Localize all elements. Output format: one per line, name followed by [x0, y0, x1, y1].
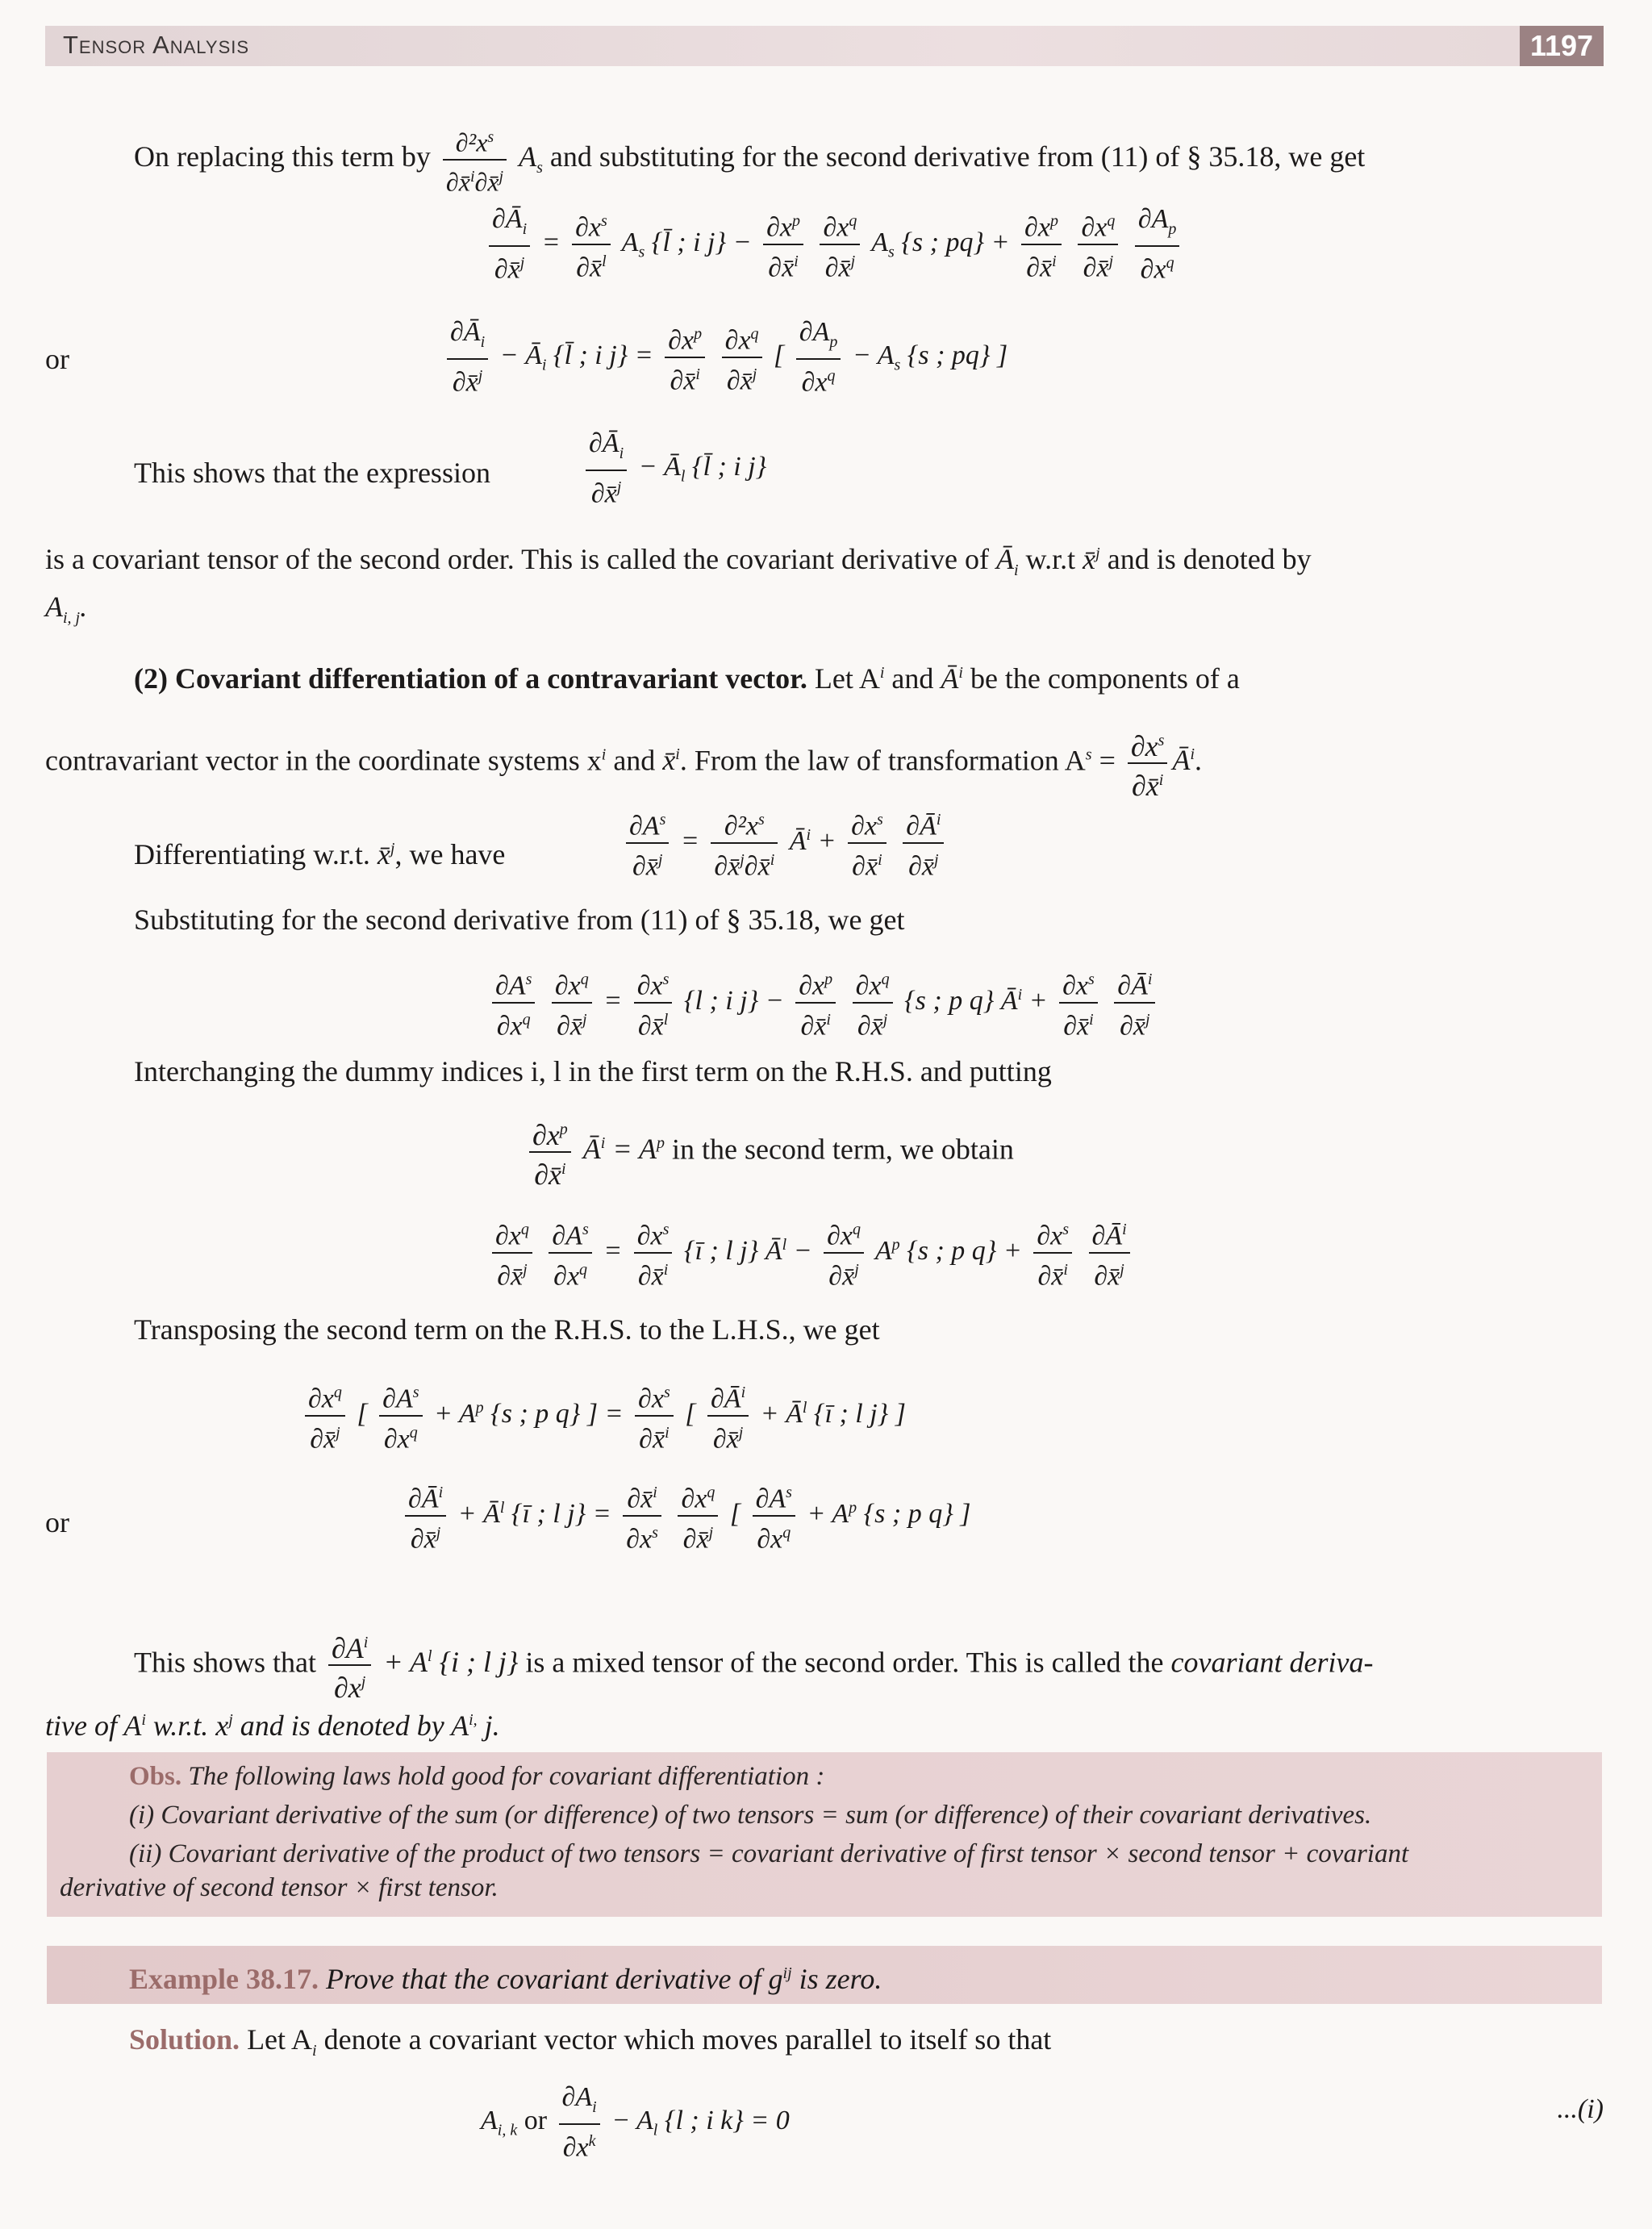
text-run: On replacing this term by: [134, 140, 431, 173]
paragraph-5: Differentiating w.r.t. x̄$^j$, we have: [134, 838, 506, 870]
or-label: or: [45, 343, 69, 375]
equation: $\frac{\partial x^q}{\partial x̄^j}$ [ $\frac{\partial A^s}{\partial x^q}$ + $A^p$ {s ; p q} ] = $\frac{\partial x^s}{\partial x̄^i}$ [ $\frac{\partial Ā^i}{\partial x̄^j}$ + $Ā^l$ {ī ; l j} ]: [300, 1376, 906, 1456]
or-label: or: [45, 1506, 69, 1538]
paragraph-7: Interchanging the dummy indices i, l in the first term on the R.H.S. and putting: [134, 1055, 1052, 1087]
text-run: A: [45, 591, 63, 623]
equation-number: ...(i): [1557, 2094, 1604, 2124]
equation: $\frac{\partial Ā_i}{\partial x̄^j}$ = $\frac{\partial x^s}{\partial x̄^l}$ $A_s$ {l̄ ; i j} − $\frac{\partial x^p}{\partial x̄^i}$ $\frac{\partial x^q}{\partial x̄^j}$ $A_s$ {s ; pq} + $\frac{\partial x^p}{\partial x̄^i}$ $\frac{\partial x^q}{\partial x̄^j}$ $\frac{\partial A_p}{\partial x^q}$: [484, 203, 1184, 286]
text-run: denote a covariant vector which moves parallel to itself so that: [323, 2023, 1052, 2056]
paragraph-9: Transposing the second term on the R.H.S. to the L.H.S., we get: [134, 1313, 880, 1346]
text-run: covariant deriva-: [1170, 1646, 1374, 1679]
paragraph-6: Substituting for the second derivative from (11) of § 35.18, we get: [134, 904, 905, 936]
fraction: $\frac{\partial^2x^s}{\partial x̄^i\partial x̄^j}$: [443, 121, 507, 198]
paragraph-11: tive of $A^i$ w.r.t. $x^j$ and is denoted by $A^{i,}$ j.: [45, 1709, 500, 1742]
text-run: in the second term, we obtain: [671, 1133, 1014, 1166]
text-run: and is denoted by: [1107, 543, 1312, 575]
text-run: is a covariant tensor of the second order. This is called the covariant derivative of: [45, 543, 989, 575]
paragraph-8: $\frac{\partial x^p}{\partial x̄^i}$ $Ā^i = A^p$ in the second term, we obtain: [524, 1113, 1014, 1191]
paragraph-2: This shows that the expression: [134, 457, 490, 489]
equation: $\frac{\partial Ā^i}{\partial x̄^j}$ + $Ā^l$ {ī ; l j} = $\frac{\partial x̄^i}{\partial x^s}$ $\frac{\partial x^q}{\partial x̄^j}$ [ $\frac{\partial A^s}{\partial x^q}$ + $A^p$ {s ; p q} ]: [400, 1476, 971, 1556]
text-run: Prove that the covariant derivative of g: [326, 1963, 783, 1995]
section-heading: (2) Covariant differentiation of a contravariant vector.: [134, 662, 807, 695]
obs-label: Obs.: [129, 1762, 182, 1791]
superscript: ij: [782, 1964, 792, 1982]
paragraph-1: On replacing this term by $\frac{\partial^2x^s}{\partial x̄^i\partial x̄^j}$ $A_s$ and substituting for the second derivative from (11) of § 35.18, we get: [134, 121, 1365, 198]
text-run: This shows that: [134, 1646, 317, 1679]
equation: $\frac{\partial A^s}{\partial x̄^j}$ = $\frac{\partial^2x^s}{\partial x̄^j\partial x̄^i}$ $Ā^i$ + $\frac{\partial x^s}{\partial x̄^i}$ $\frac{\partial Ā^i}{\partial x̄^j}$: [621, 804, 949, 883]
text-run: and: [613, 744, 656, 777]
equation: $\frac{\partial x^q}{\partial x̄^j}$ $\frac{\partial A^s}{\partial x^q}$ = $\frac{\partial x^s}{\partial x̄^i}$ {ī ; l j} $Ā^l$ − $\frac{\partial x^q}{\partial x̄^j}$ $A^p$ {s ; p q} + $\frac{\partial x^s}{\partial x̄^i}$ $\frac{\partial Ā^i}{\partial x̄^j}$: [487, 1213, 1135, 1293]
text-run: and substituting for the second derivative from (11) of § 35.18, we get: [549, 140, 1366, 173]
running-header-bar: [45, 26, 1602, 66]
equation: $\frac{\partial Ā_i}{\partial x̄^j}$ − $Ā_i$ {l̄ ; i j} = $\frac{\partial x^p}{\partial x̄^i}$ $\frac{\partial x^q}{\partial x̄^j}$ [ $\frac{\partial A_p}{\partial x^q}$ − $A_s$ {s ; pq} ]: [442, 316, 1007, 399]
running-title: Tensor Analysis: [63, 31, 250, 59]
equation: $\frac{\partial A^s}{\partial x^q}$ $\frac{\partial x^q}{\partial x̄^j}$ = $\frac{\partial x^s}{\partial x̄^l}$ {l ; i j} − $\frac{\partial x^p}{\partial x̄^i}$ $\frac{\partial x^q}{\partial x̄^j}$ {s ; p q} $Ā^i$ + $\frac{\partial x^s}{\partial x̄^i}$ $\frac{\partial Ā^i}{\partial x̄^j}$: [487, 963, 1160, 1043]
equation: $A_{i, k}$ or $\frac{\partial A_i}{\partial x^k}$ − $A_l$ {l ; i k} = 0: [481, 2082, 790, 2163]
obs-item-continued: derivative of second tensor × first tensor.: [60, 1873, 499, 1902]
text-run: w.r.t. x: [152, 1709, 229, 1742]
paragraph-3: is a covariant tensor of the second order. This is called the covariant derivative of $Ā_i$ w.r.t x̄$^j$ and is denoted by: [45, 543, 1312, 580]
text-run: tive of A: [45, 1709, 142, 1742]
paragraph-10: This shows that $\frac{\partial A^i}{\partial x^j}$ + $A^l$ {i ; l j} is a mixed tensor of the second order. This is called the covariant deriva-: [134, 1626, 1373, 1704]
solution-label: Solution.: [129, 2023, 240, 2056]
text-run: is a mixed tensor of the second order. This is called the: [525, 1646, 1164, 1679]
example-line: [129, 1956, 882, 1997]
obs-item: (i) Covariant derivative of the sum (or difference) of two tensors = sum (or difference) of their covariant derivatives.: [129, 1801, 1372, 1830]
text-run: Differentiating w.r.t.: [134, 838, 370, 870]
text-run: w.r.t: [1025, 543, 1076, 575]
section-heading-line: (2) Covariant differentiation of a contravariant vector. Let $A^i$ and $Ā^i$ be the components of a: [134, 662, 1240, 695]
text-run: j.: [484, 1709, 500, 1742]
text-run: , we have: [394, 838, 506, 870]
text-run: contravariant vector in the coordinate systems x: [45, 744, 602, 777]
obs-intro-line: [129, 1762, 824, 1792]
equation: $\frac{\partial Ā_i}{\partial x̄^j}$ − $Ā_l$ {l̄ ; i j}: [581, 428, 766, 510]
text-run: . From the law of transformation A: [679, 744, 1086, 777]
notation: $A_{i, j}$.: [45, 591, 88, 628]
page-number: 1197: [1520, 26, 1604, 66]
obs-item: (ii) Covariant derivative of the product of two tensors = covariant derivative of first tensor × second tensor + covariant: [129, 1839, 1409, 1868]
text-run: Let A: [247, 2023, 313, 2056]
text-run: The following laws hold good for covariant differentiation :: [188, 1762, 825, 1791]
solution-line: Solution. Let $A_i$ denote a covariant vector which moves parallel to itself so that: [129, 2023, 1052, 2060]
text-run: be the components of a: [970, 662, 1240, 695]
paragraph-4: contravariant vector in the coordinate systems $x^i$ and x̄$^i$. From the law of transformation $A^s$ = $\frac{\partial x^s}{\partial x̄^i}$ $Ā^i$.: [45, 724, 1202, 802]
text-run: is zero.: [799, 1963, 882, 1995]
text-run: and is denoted by A: [240, 1709, 469, 1742]
text-run: and: [891, 662, 934, 695]
example-label: Example 38.17.: [129, 1963, 319, 1995]
text-run: Let A: [814, 662, 880, 695]
